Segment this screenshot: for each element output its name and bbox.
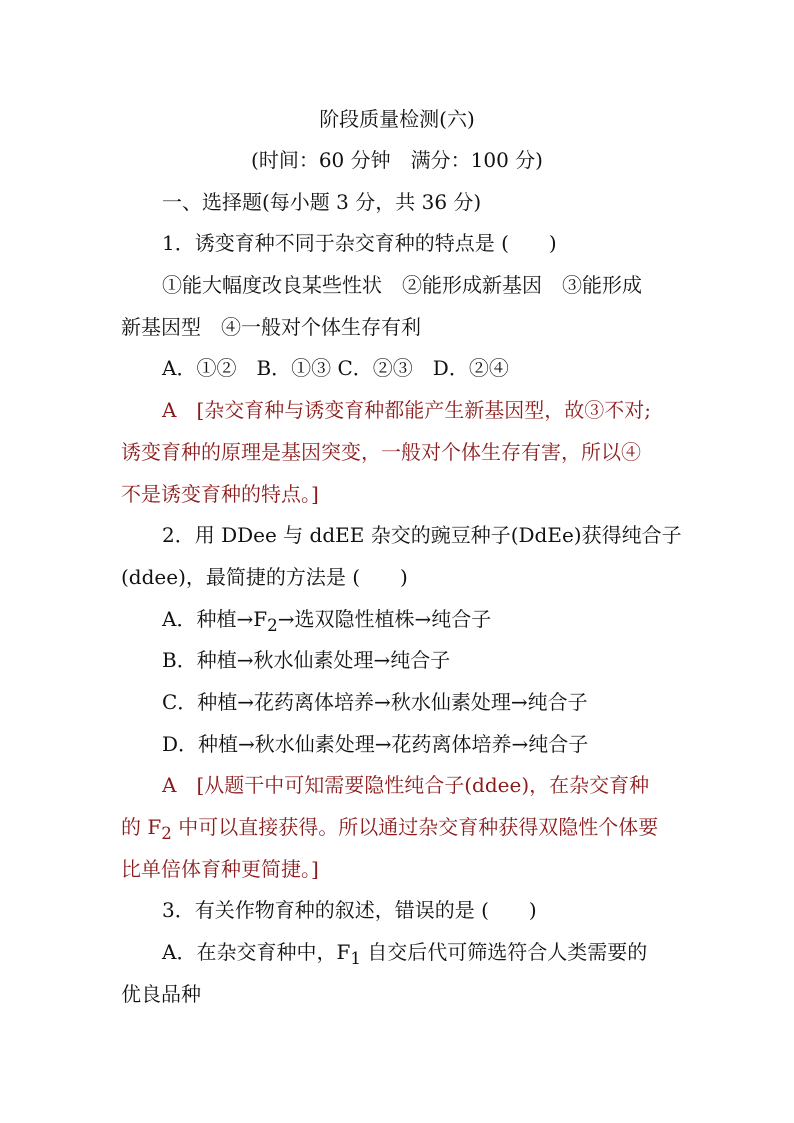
- option-a-text-end: →选双隐性植株→纯合子: [277, 607, 492, 631]
- option-a-text-start: A．在杂交育种中，F: [162, 940, 351, 964]
- answer-text-end: 中可以直接获得。所以通过杂交育种获得双隐性个体要: [171, 815, 659, 839]
- option-a-text-start: A．种植→F: [162, 607, 268, 631]
- question-1-answer-line1: A [杂交育种与诱变育种都能产生新基因型，故③不对;: [162, 398, 651, 422]
- question-3-option-a-line2: 优良品种: [121, 982, 201, 1006]
- subscript: 2: [267, 616, 278, 635]
- answer-text-start: 的 F: [121, 815, 162, 839]
- subscript: 2: [161, 824, 172, 843]
- section-heading: 一、选择题(每小题 3 分，共 36 分): [162, 190, 482, 214]
- question-2-stem-line2: (ddee)，最简捷的方法是 ( ): [121, 565, 408, 589]
- question-3-stem: 3．有关作物育种的叙述，错误的是 ( ): [162, 898, 537, 922]
- question-2-stem-line1: 2．用 DDee 与 ddEE 杂交的豌豆种子(DdEe)获得纯合子: [162, 523, 682, 547]
- subscript: 1: [350, 949, 361, 968]
- question-2-option-c: C．种植→花药离体培养→秋水仙素处理→纯合子: [162, 690, 588, 714]
- question-3-option-a-line1: [162, 939, 682, 968]
- page-title: 阶段质量检测(六): [319, 107, 475, 131]
- question-1-choices: A．①② B．①③ C．②③ D．②④: [162, 356, 509, 380]
- question-1-options-line1: ①能大幅度改良某些性状 ②能形成新基因 ③能形成: [162, 273, 642, 297]
- question-1-answer-line3: 不是诱变育种的特点。]: [121, 482, 319, 506]
- question-2-answer-line1: A [从题干中可知需要隐性纯合子(ddee)，在杂交育种: [162, 773, 650, 797]
- question-2-answer-line3: 比单倍体育种更简捷。]: [121, 857, 319, 881]
- question-2-option-d: D．种植→秋水仙素处理→花药离体培养→纯合子: [162, 732, 589, 756]
- question-1-options-line2: 新基因型 ④一般对个体生存有利: [121, 315, 421, 339]
- question-2-option-b: B．种植→秋水仙素处理→纯合子: [162, 648, 451, 672]
- question-2-option-a: [162, 606, 682, 635]
- question-1-stem: 1．诱变育种不同于杂交育种的特点是 ( ): [162, 231, 557, 255]
- question-2-answer-line2: [121, 814, 681, 843]
- option-a-text-end: 自交后代可筛选符合人类需要的: [360, 940, 648, 964]
- question-1-answer-line2: 诱变育种的原理是基因突变，一般对个体生存有害，所以④: [121, 440, 641, 464]
- exam-time-info: (时间：60 分钟 满分：100 分): [251, 148, 543, 172]
